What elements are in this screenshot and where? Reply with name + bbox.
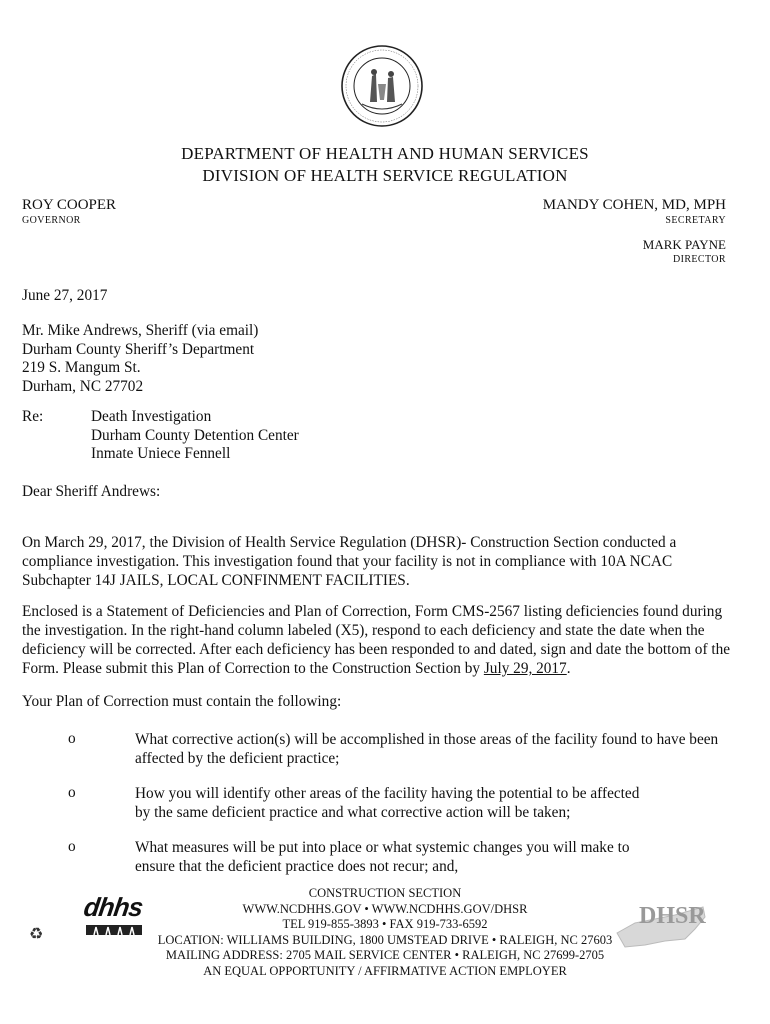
dhsr-logo-text: DHSR	[639, 903, 706, 929]
bullet-item: What corrective action(s) will be accomplished in those areas of the facility found to have been affected by the deficient practice;	[135, 731, 719, 767]
governor-title: GOVERNOR	[22, 215, 81, 226]
director-title: DIRECTOR	[672, 254, 726, 265]
secretary-title: SECRETARY	[665, 215, 726, 226]
re-label: Re:	[22, 408, 44, 425]
director-name: MARK PAYNE	[642, 237, 726, 252]
footer-address	[0, 886, 770, 979]
due-date: July 29, 2017	[483, 660, 567, 677]
bullet-marker: o	[68, 784, 76, 801]
salutation: Dear Sheriff Andrews:	[22, 483, 161, 500]
paragraph-instructions: Enclosed is a Statement of Deficiencies and Plan of Correction, Form CMS-2567 listing deficiencies found during the investigation. In the right-hand column labeled (X5), respond to each deficiency and state the date when the deficiency will be corrected. After each deficiency has been responded to and dated, sign and date the bottom of the Form. Please submit this Plan of Correction to the Construction Section by July 29, 2017.	[22, 603, 731, 677]
paragraph-findings: On March 29, 2017, the Division of Health Service Regulation (DHSR)- Construction Section conducted a compliance investigation. This investigation found that your facility is not in compliance with 10A NCAC Subchapter 14J JAILS, LOCAL CONFINMENT FACILITIES.	[22, 534, 677, 589]
recipient-address	[22, 322, 742, 396]
secretary-name: MANDY COHEN, MD, MPH	[542, 197, 726, 213]
bullet-marker: o	[68, 838, 76, 855]
footer-web: WWW.NCDHHS.GOV • WWW.NCDHHS.GOV/DHSR	[242, 901, 528, 916]
bullet-marker: o	[68, 730, 76, 747]
address-line: 219 S. Mangum St.	[22, 359, 141, 376]
division-title: DIVISION OF HEALTH SERVICE REGULATION	[202, 166, 568, 185]
re-line: Death Investigation	[91, 408, 212, 425]
bullet-item: What measures will be put into place or what systemic changes you will make to ensure that the deficient practice does not recur; and,	[135, 839, 630, 875]
address-line: Durham County Sheriff’s Department	[22, 340, 255, 358]
footer-eeo: AN EQUAL OPPORTUNITY / AFFIRMATIVE ACTION EMPLOYER	[203, 963, 567, 978]
dhhs-logo-text: dhhs	[81, 892, 145, 922]
re-line: Inmate Uniece Fennell	[91, 445, 231, 462]
governor-name: ROY COOPER	[22, 197, 117, 213]
footer-location: LOCATION: WILLIAMS BUILDING, 1800 UMSTEAD DRIVE • RALEIGH, NC 27603	[157, 932, 613, 947]
paragraph-plan-intro: Your Plan of Correction must contain the following:	[22, 693, 342, 710]
state-seal-icon	[340, 44, 424, 128]
department-title: DEPARTMENT OF HEALTH AND HUMAN SERVICES	[181, 144, 589, 163]
address-line: Mr. Mike Andrews, Sheriff (via email)	[22, 322, 259, 339]
re-line: Durham County Detention Center	[91, 426, 299, 444]
footer-mailing: MAILING ADDRESS: 2705 MAIL SERVICE CENTER • RALEIGH, NC 27699-2705	[165, 948, 605, 962]
letter-date: June 27, 2017	[22, 287, 108, 304]
address-line: Durham, NC 27702	[22, 377, 144, 395]
recycle-icon: ♻	[29, 926, 44, 943]
re-subject	[91, 408, 299, 464]
bullet-item: How you will identify other areas of the facility having the potential to be affected by the same deficient practice and what corrective action will be taken;	[135, 785, 640, 821]
footer-phone: TEL 919-855-3893 • FAX 919-733-6592	[282, 917, 488, 931]
footer-section: CONSTRUCTION SECTION	[308, 886, 462, 900]
instructions-text: Enclosed is a Statement of Deficiencies and Plan of Correction, Form CMS-2567 listing deficiencies found during the investigation. In the right-hand column labeled (X5), respond to each deficiency and state the date when the deficiency will be corrected. After each deficiency has been responded to and dated, sign and date the bottom of the Form. Please submit this Plan of Correction to the Construction Section by	[22, 603, 731, 677]
